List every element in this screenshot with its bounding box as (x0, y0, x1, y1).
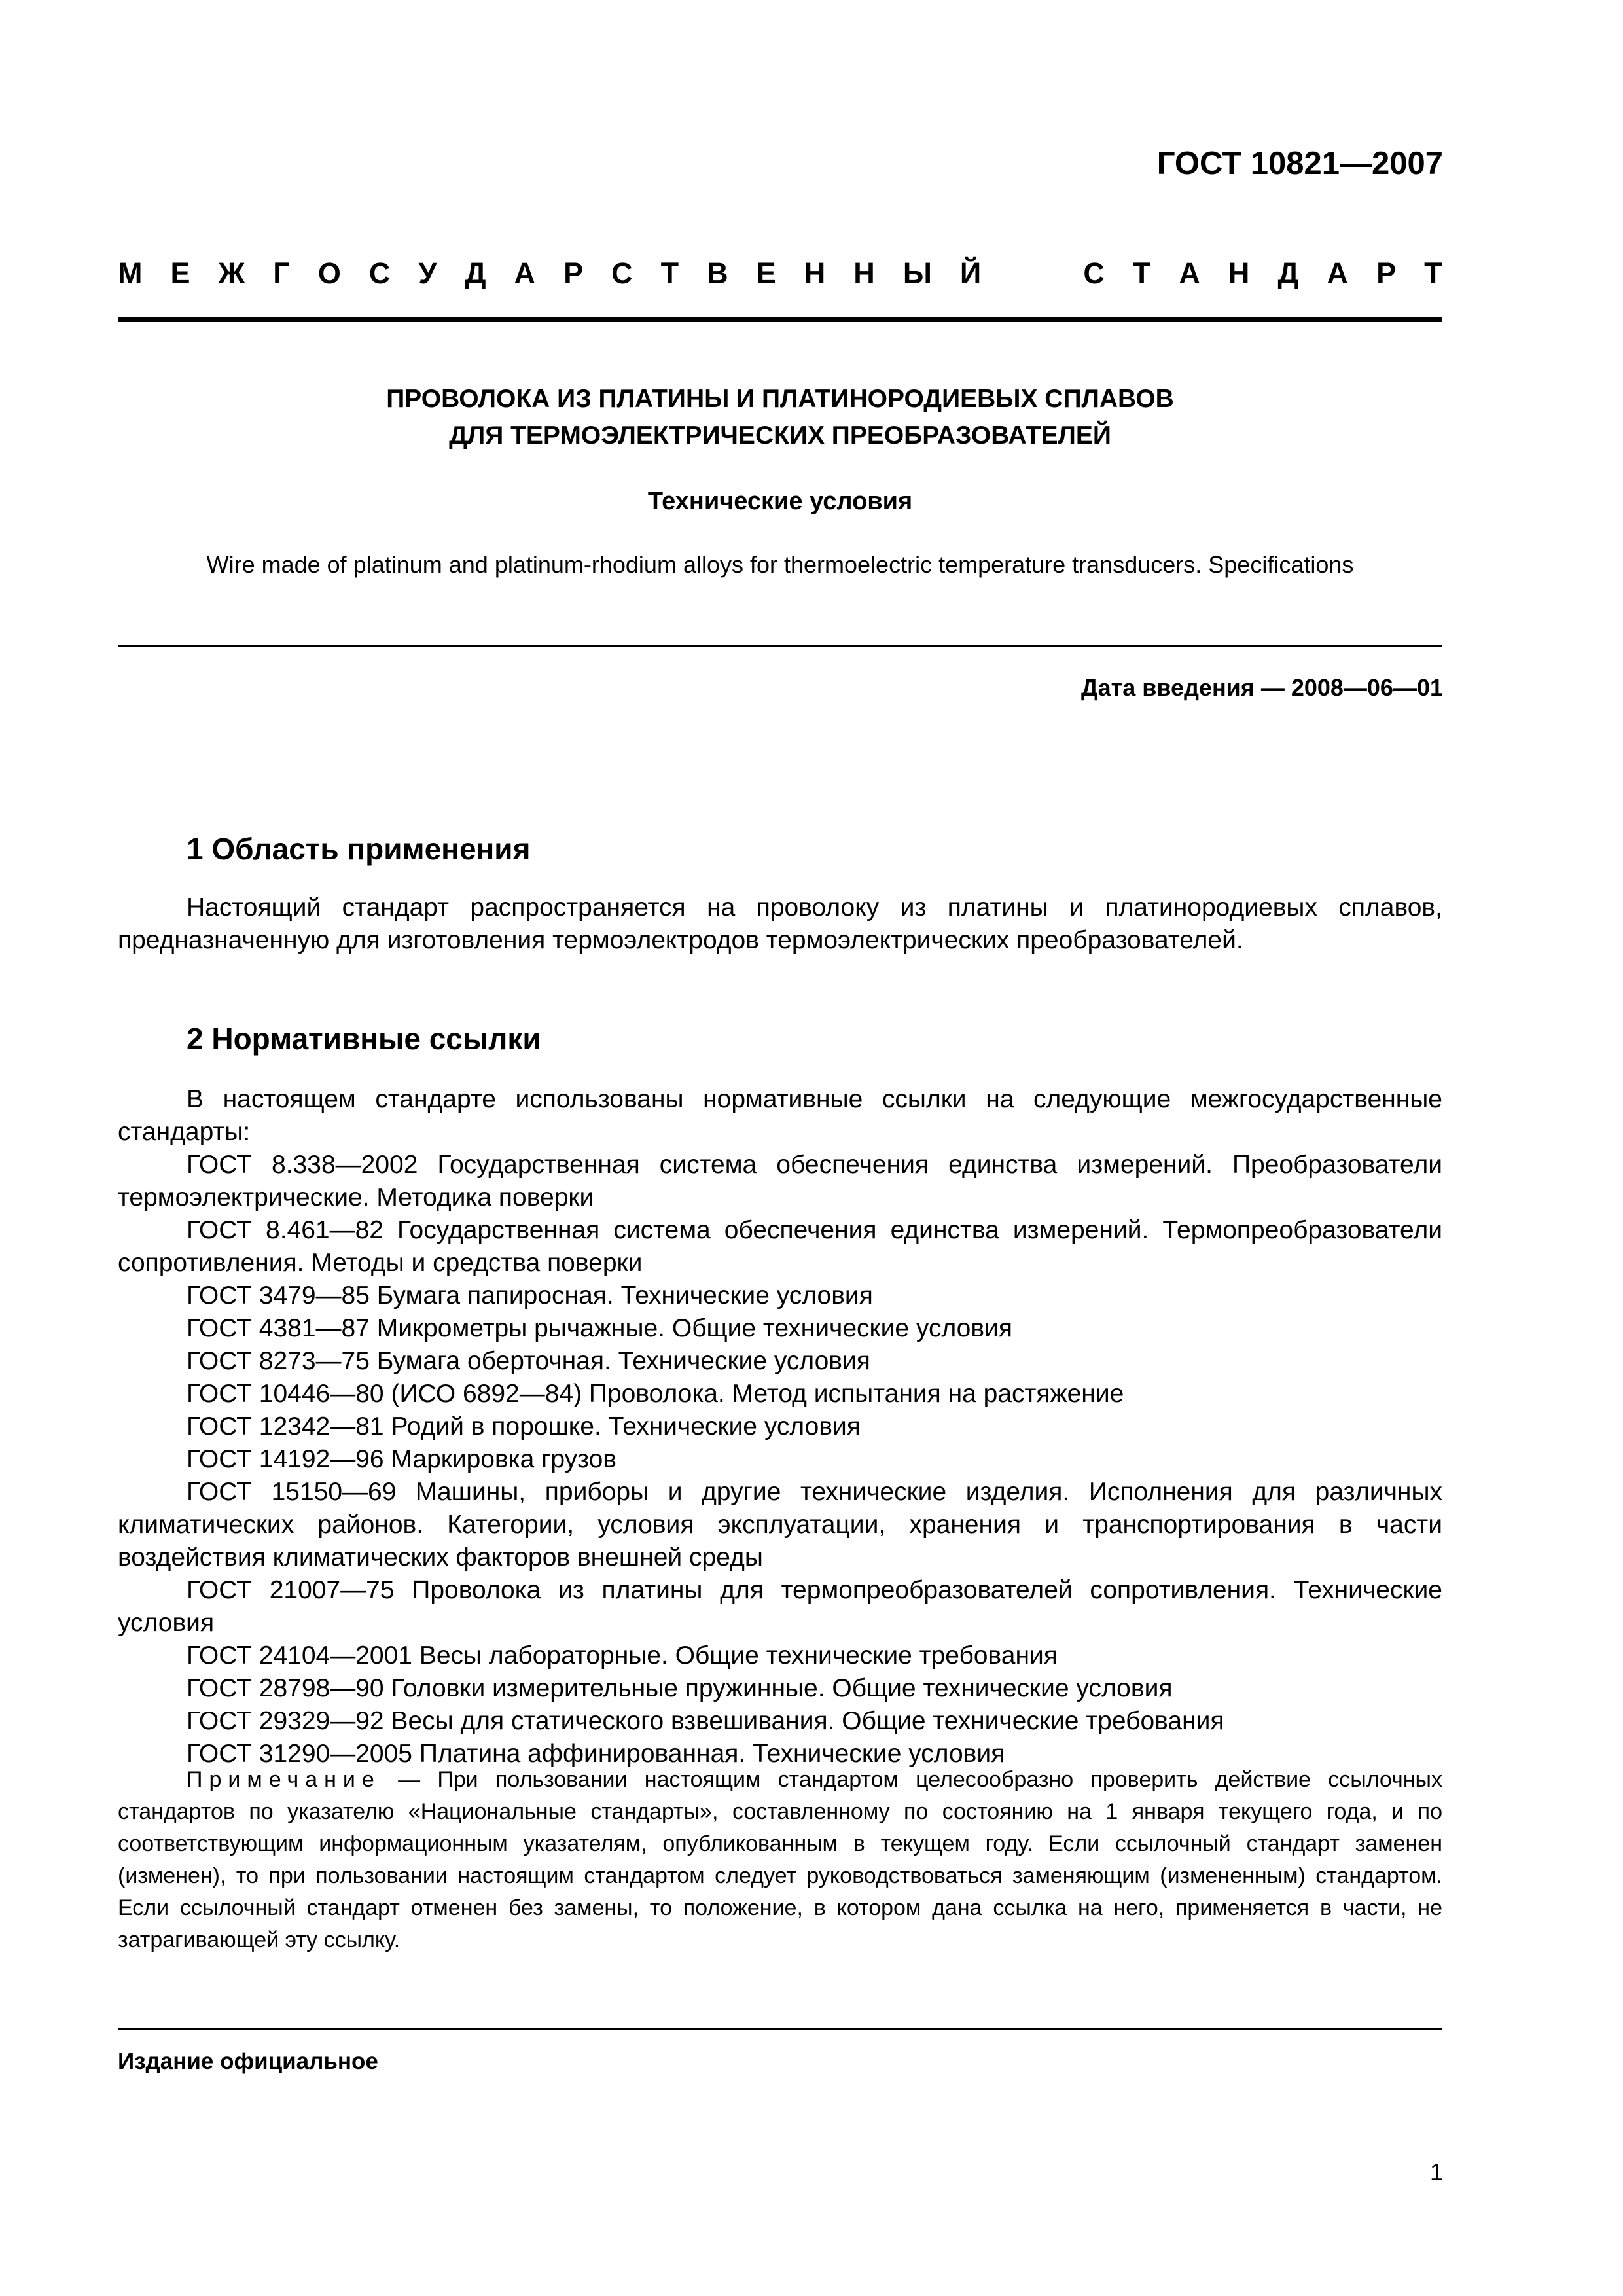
banner-letter: А (1327, 257, 1349, 290)
note-label: Примечание (187, 1767, 381, 1792)
banner-letter: Н (1228, 257, 1250, 290)
banner-letter: О (317, 257, 341, 290)
title-line-1: ПРОВОЛОКА ИЗ ПЛАТИНЫ И ПЛАТИНОРОДИЕВЫХ СПЛАВОВ (386, 385, 1174, 413)
banner-letter: Р (1376, 257, 1397, 290)
banner-letter: Н (853, 257, 875, 290)
reference-item: ГОСТ 21007—75 Проволока из платины для термопреобразователей сопротивления. Технические условия (118, 1576, 1442, 1637)
reference-item: ГОСТ 15150—69 Машины, приборы и другие технические изделия. Исполнения для различных климатических районов. Категории, условия эксплуатации, хранения и транспортирования в части воздействия климатических факторов внешней среды (118, 1478, 1442, 1571)
banner-letter: Т (660, 257, 679, 290)
banner-letter: Г (273, 257, 290, 290)
page-number: 1 (1429, 2159, 1443, 2185)
banner-letter: Д (465, 257, 486, 290)
section-1-body (118, 891, 1442, 957)
reference-item: ГОСТ 10446—80 (ИСО 6892—84) Проволока. Метод испытания на растяжение (187, 1380, 1124, 1408)
banner-letter: Т (1132, 257, 1151, 290)
document-number: ГОСТ 10821—2007 (1156, 146, 1443, 181)
title-line-2: ДЛЯ ТЕРМОЭЛЕКТРИЧЕСКИХ ПРЕОБРАЗОВАТЕЛЕЙ (449, 422, 1111, 450)
reference-item: ГОСТ 8273—75 Бумага оберточная. Технические условия (187, 1347, 870, 1375)
english-title: Wire made of platinum and platinum-rhodium alloys for thermoelectric temperature transducers. Specifications (206, 551, 1354, 578)
section-1-heading: 1 Область применения (187, 832, 531, 866)
banner-letter: С (368, 257, 391, 290)
reference-item: ГОСТ 29329—92 Весы для статического взвешивания. Общие технические требования (187, 1707, 1224, 1735)
banner-letter: Е (756, 257, 776, 290)
reference-item: ГОСТ 14192—96 Маркировка грузов (187, 1445, 616, 1473)
reference-item: ГОСТ 3479—85 Бумага папиросная. Технические условия (187, 1282, 873, 1310)
interstate-standard-banner (118, 257, 1442, 291)
reference-item: ГОСТ 8.338—2002 Государственная система обеспечения единства измерений. Преобразователи термоэлектрические. Методика поверки (118, 1151, 1442, 1211)
note-block (118, 1764, 1442, 1956)
note-text: — При пользовании настоящим стандартом целесообразно проверить действие ссылочных стандартов по указателю «Национальные стандарты», составленному по состоянию на 1 января текущего года, и по соответствующим информационным указателям, опубликованным в текущем году. Если ссылочный стандарт заменен (изменен), то при пользовании настоящим стандартом следует руководствоваться заменяющим (измененным) стандартом. Если ссылочный стандарт отменен без замены, то положение, в котором дана ссылка на него, применяется в части, не затрагивающей эту ссылку. (118, 1767, 1442, 1952)
section-2-body (118, 1083, 1442, 1770)
banner-letter: Т (1424, 257, 1442, 290)
banner-word-gap (1009, 257, 1055, 291)
title-divider (118, 645, 1442, 647)
section-1-paragraph: Настоящий стандарт распространяется на проволоку из платины и платинородиевых сплавов, предназначенную для изготовления термоэлектродов термоэлектрических преобразователей. (118, 893, 1442, 954)
reference-item: ГОСТ 4381—87 Микрометры рычажные. Общие технические условия (187, 1314, 1012, 1342)
banner-letter: Ж (218, 257, 245, 290)
banner-letter: С (1083, 257, 1105, 290)
official-edition-label: Издание официальное (118, 2049, 378, 2074)
footer-divider (118, 2028, 1442, 2030)
top-divider (118, 317, 1442, 322)
reference-item: ГОСТ 24104—2001 Весы лабораторные. Общие технические требования (187, 1641, 1058, 1670)
banner-letter: Р (563, 257, 584, 290)
banner-letter: М (118, 257, 143, 290)
reference-item: ГОСТ 28798—90 Головки измерительные пружинные. Общие технические условия (187, 1674, 1173, 1702)
banner-letter: С (611, 257, 633, 290)
reference-item: ГОСТ 8.461—82 Государственная система обеспечения единства измерений. Термопреобразователи сопротивления. Методы и средства поверки (118, 1216, 1442, 1277)
reference-item: ГОСТ 12342—81 Родий в порошке. Технические условия (187, 1412, 861, 1441)
document-title (118, 381, 1442, 454)
banner-letter: А (1179, 257, 1200, 290)
banner-letter: В (707, 257, 728, 290)
reference-item: ГОСТ 31290—2005 Платина аффинированная. Технические условия (187, 1740, 1005, 1768)
introduction-date: Дата введения — 2008—06—01 (1080, 674, 1443, 701)
banner-letter: Й (959, 257, 982, 290)
banner-letter: Ы (902, 257, 932, 290)
note-paragraph (118, 1764, 1442, 1956)
banner-letter: А (514, 257, 536, 290)
banner-letter: Н (804, 257, 826, 290)
banner-letter: Е (170, 257, 190, 290)
document-subtitle: Технические условия (647, 488, 913, 515)
banner-letter: Д (1277, 257, 1299, 290)
section-2-intro: В настоящем стандарте использованы нормативные ссылки на следующие межгосударственные стандарты: (118, 1085, 1442, 1146)
section-2-heading: 2 Нормативные ссылки (187, 1022, 541, 1056)
banner-letter: У (418, 257, 437, 290)
